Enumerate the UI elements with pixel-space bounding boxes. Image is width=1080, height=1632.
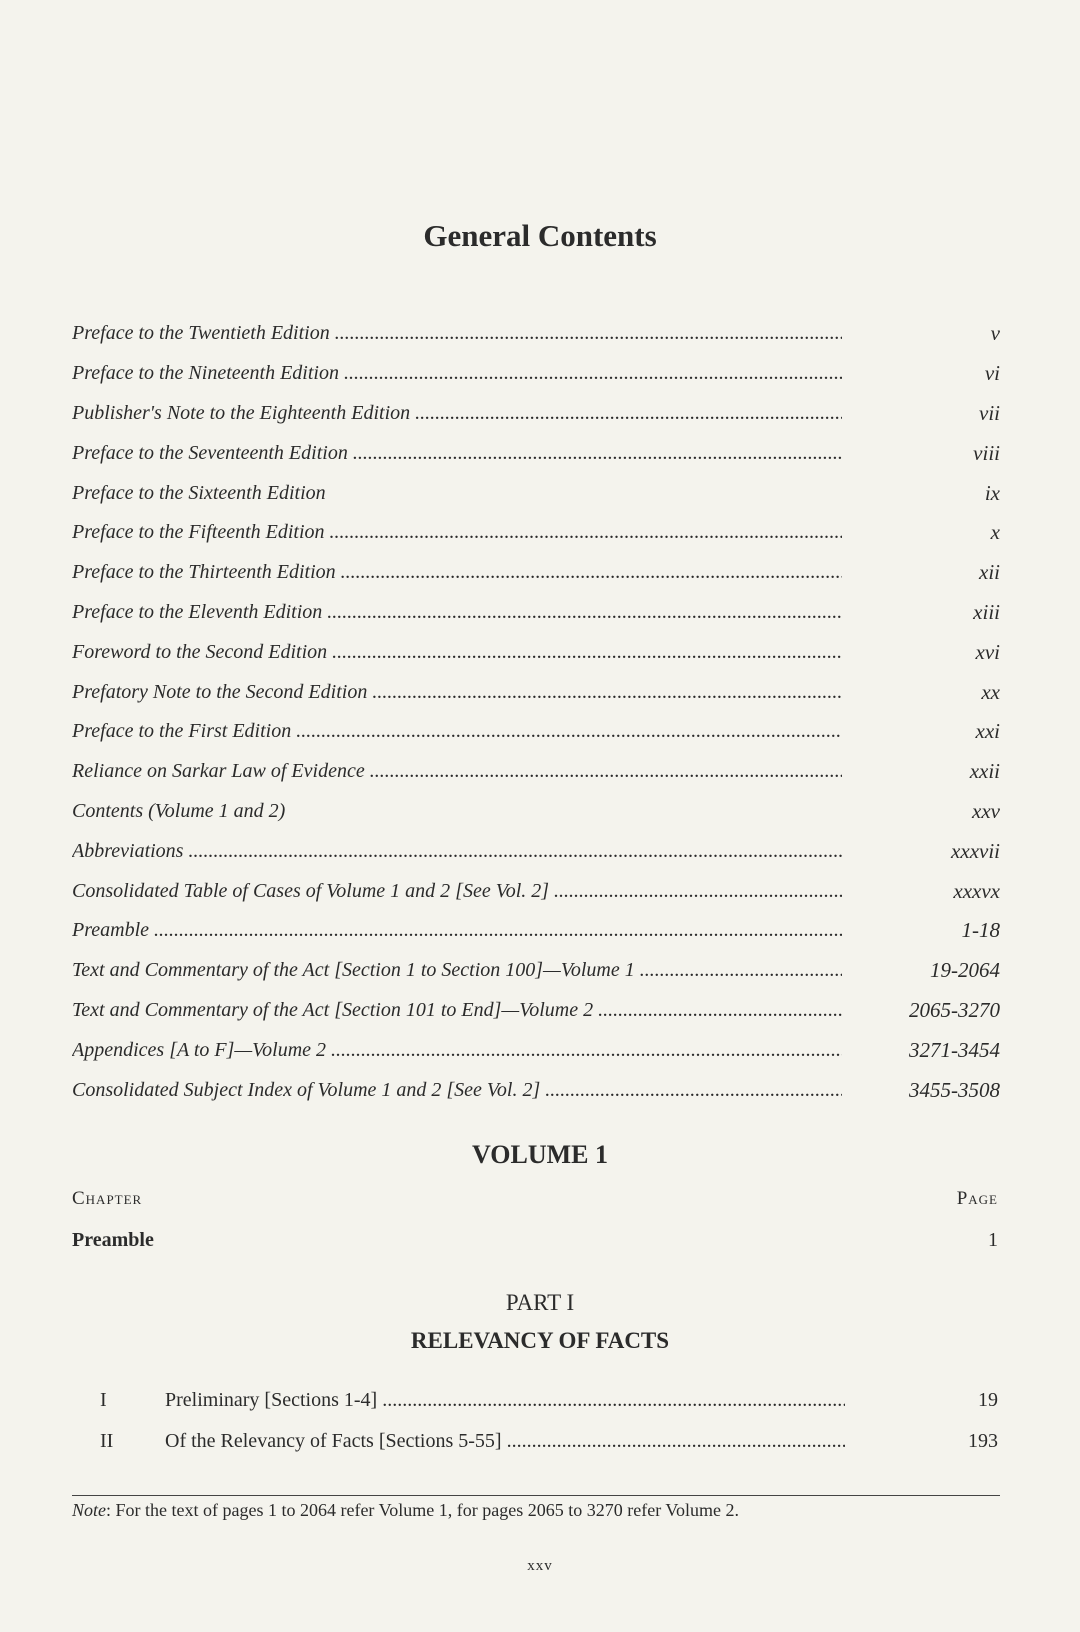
toc-entry — [72, 672, 1000, 712]
toc-entry-label: Preface to the Nineteenth Edition ..... — [72, 362, 842, 385]
toc-entry-page: xxxvx — [953, 878, 1000, 903]
toc-entry — [72, 1070, 1000, 1110]
toc-entry-label: Preface to the Sixteenth Edition — [72, 481, 326, 504]
toc-entry — [72, 831, 1000, 871]
toc-entry — [72, 911, 1000, 951]
toc-entry — [72, 354, 1000, 394]
toc-entry — [72, 1030, 1000, 1070]
toc-entry-label: Preamble ..... — [72, 919, 842, 942]
toc-entry-page: viii — [973, 440, 1000, 465]
toc-entry-page: vii — [979, 400, 1000, 425]
toc-entry-page: xii — [979, 560, 1000, 585]
toc-entry-page: xxii — [969, 759, 1000, 784]
toc-entry — [72, 314, 1000, 354]
toc-entry-label: Publisher's Note to the Eighteenth Edition ..... — [72, 402, 842, 425]
toc-entry-label: Prefatory Note to the Second Edition ..... — [72, 681, 842, 704]
note-text: : For the text of pages 1 to 2064 refer Volume 1, for pages 2065 to 3270 refer Volume 2. — [106, 1500, 740, 1520]
toc-entry — [72, 433, 1000, 473]
toc-entry-label: Appendices [A to F]—Volume 2 ..... — [72, 1039, 842, 1062]
toc-entry-page: 3455-3508 — [909, 1077, 1000, 1102]
chapter-number: II — [100, 1429, 114, 1452]
chapter-number: I — [100, 1388, 107, 1411]
toc-entry-page: x — [990, 520, 1000, 545]
toc-entry-label: Foreword to the Second Edition ..... — [72, 641, 842, 664]
toc-entry — [72, 553, 1000, 593]
toc-entry-page: xxi — [975, 719, 1000, 744]
toc-entry-page: ix — [984, 480, 1000, 505]
chapter-page: 19 — [978, 1388, 998, 1411]
chapter-title: Of the Relevancy of Facts [Sections 5-55] ..... — [165, 1430, 845, 1453]
toc-entry — [72, 394, 1000, 434]
toc-entry-label: Text and Commentary of the Act [Section 1 to Section 100]—Volume 1 ..... — [72, 959, 842, 982]
toc-entry-label: Preface to the Thirteenth Edition ..... — [72, 561, 842, 584]
toc-entry — [72, 593, 1000, 633]
chapter-page: 193 — [968, 1429, 998, 1452]
toc-entry-page: 1-18 — [961, 918, 1000, 943]
part-title: RELEVANCY OF FACTS — [410, 1328, 670, 1353]
volume-heading: VOLUME 1 — [472, 1140, 608, 1169]
toc-entry-label: Text and Commentary of the Act [Section 101 to End]—Volume 2 ..... — [72, 999, 842, 1022]
toc-entry — [72, 513, 1000, 553]
toc-entry-label: Preface to the Eleventh Edition ..... — [72, 601, 842, 624]
toc-entry — [72, 752, 1000, 792]
general-contents-list — [72, 314, 1000, 1110]
preamble-label: Preamble — [72, 1229, 154, 1251]
chapter-row — [100, 1421, 998, 1461]
toc-entry-page: xvi — [975, 639, 1000, 664]
page-column-label: Page — [956, 1188, 998, 1209]
toc-entry — [72, 871, 1000, 911]
chapter-title: Preliminary [Sections 1-4] ..... — [165, 1389, 845, 1412]
toc-entry-page: 3271-3454 — [909, 1037, 1000, 1062]
toc-entry-label: Preface to the Twentieth Edition ..... — [72, 322, 842, 345]
toc-entry-label: Reliance on Sarkar Law of Evidence ..... — [72, 760, 842, 783]
toc-entry — [72, 632, 1000, 672]
toc-entry-page: 19-2064 — [930, 958, 1000, 983]
toc-entry-label: Preface to the Seventeenth Edition ..... — [72, 442, 842, 465]
preamble-page: 1 — [988, 1229, 998, 1251]
toc-entry — [72, 991, 1000, 1031]
toc-entry-page: v — [990, 321, 1000, 346]
toc-entry-page: vi — [984, 361, 1000, 386]
chapter-column-label: Chapter — [72, 1188, 143, 1209]
toc-entry-label: Consolidated Subject Index of Volume 1 and 2 [See Vol. 2] ..... — [72, 1079, 842, 1102]
toc-entry — [72, 712, 1000, 752]
toc-entry-label: Contents (Volume 1 and 2) — [72, 799, 286, 822]
toc-entry-label: Consolidated Table of Cases of Volume 1 and 2 [See Vol. 2] ..... — [72, 880, 842, 903]
toc-entry-page: 2065-3270 — [909, 997, 1000, 1022]
toc-entry-page: xxxvii — [951, 838, 1000, 863]
toc-entry-label: Preface to the First Edition ..... — [72, 720, 842, 743]
footnote — [72, 1500, 739, 1521]
toc-entry-label: Abbreviations ..... — [72, 840, 842, 863]
toc-entry — [72, 792, 1000, 832]
chapter-row — [100, 1380, 998, 1420]
footnote-rule — [72, 1495, 1000, 1496]
toc-entry — [72, 951, 1000, 991]
toc-entry — [72, 473, 1000, 513]
page-title: General Contents — [423, 218, 657, 253]
toc-entry-page: xiii — [973, 599, 1000, 624]
note-prefix: Note — [72, 1500, 106, 1520]
toc-entry-label: Preface to the Fifteenth Edition ..... — [72, 521, 842, 544]
page-number: xxv — [527, 1558, 553, 1574]
toc-entry-page: xxv — [972, 798, 1000, 823]
part-heading: PART I — [505, 1290, 575, 1315]
toc-entry-page: xx — [981, 679, 1000, 704]
